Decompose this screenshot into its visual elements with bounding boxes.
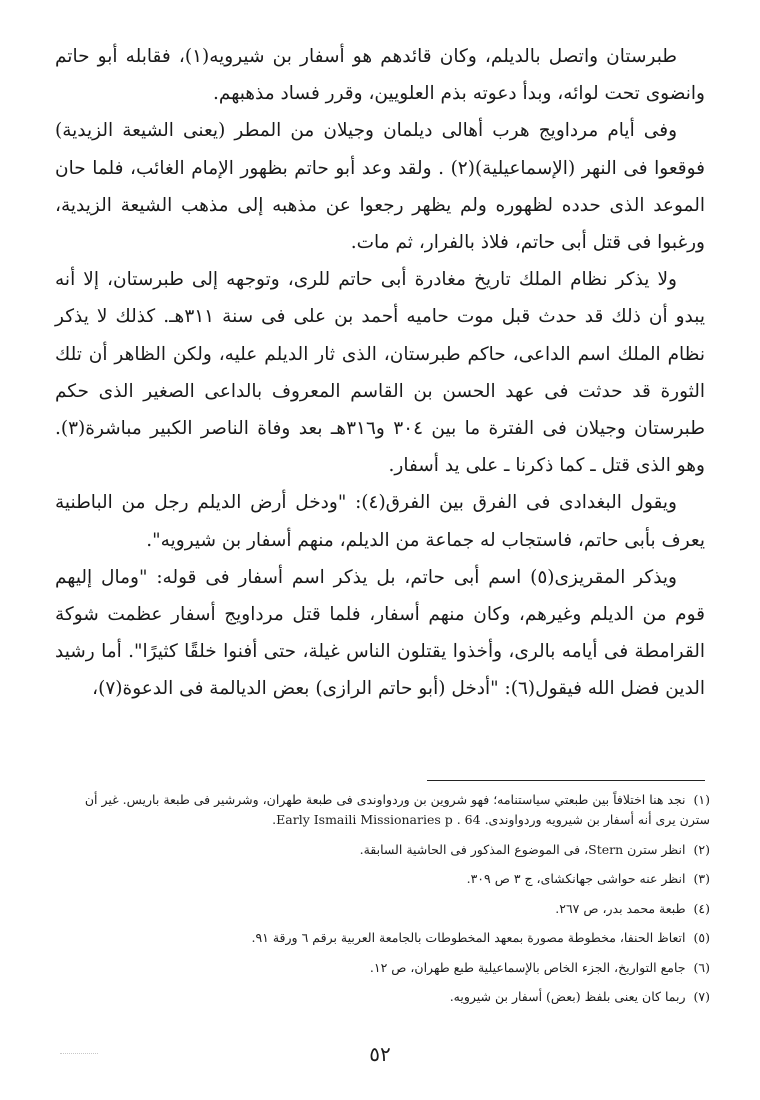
footnote [55, 790, 710, 830]
footnote-text: جامع التواريخ، الجزء الخاص بالإسماعيلية طبع طهران، ص ١٢. [369, 959, 686, 975]
footnote-number: (٢) [693, 841, 710, 857]
footnote-text: ربما كان يعنى بلفظ (بعض) أسفار بن شيرويه. [449, 989, 686, 1004]
footnote-text: انظر سترن Stern، فى الموضوع المذكور فى الحاشية السابقة. [359, 841, 686, 857]
paragraph: طبرستان واتصل بالديلم، وكان قائدهم هو أسفار بن شيرويه(١)، فقابله أبو حاتم وانضوى تحت لوائه، وبدأ دعوته بذم العلويين، وقرر فساد مذهبهم. [55, 46, 705, 105]
footnote-text: طبعة محمد بدر، ص ٢٦٧. [555, 900, 686, 916]
footnote [55, 840, 710, 860]
footnote-number: (٤) [693, 900, 710, 916]
page-number: ٥٢ [369, 1042, 391, 1066]
footnote [55, 928, 710, 948]
paragraph: وفى أيام مرداويج هرب أهالى ديلمان وجيلان من المطر (يعنى الشيعة الزيدية) فوقعوا فى النهر (الإسماعيلية)(٢) . ولقد وعد أبو حاتم بظهور الإمام الغائب، فلما حان الموعد الذى حدده لظهوره ولم يظهر رجعوا عن مذهبه إلى مذهب الشيعة الزيدية، ورغبوا فى قتل أبى حاتم، فلاذ بالفرار، ثم مات. [55, 120, 705, 254]
footnote-text: نجد هنا اختلافاً بين طبعتي سياستنامه؛ فهو شروين بن وردواوندى فى طبعة طهران، وشرشير فى طبعة باريس. غير أن سترن يرى أنه أسفار بن شيرويه وردواوندى. Early Ismaili Missionaries p . 64. [84, 792, 710, 827]
paragraph: ولا يذكر نظام الملك تاريخ مغادرة أبى حاتم للرى، وتوجهه إلى طبرستان، إلا أنه يبدو أن ذلك قد حدث قبل موت حاميه أحمد بن على فى سنة ٣١١هـ. كذلك لا يذكر نظام الملك اسم الداعى، حاكم طبرستان، الذى ثار الديلم عليه، ولكن الظاهر أن تلك الثورة قد حدثت فى عهد الحسن بن القاسم المعروف بالداعى الصغير الذى حكم طبرستان وجيلان فى الفترة ما بين ٣٠٤ و٣١٦هـ بعد وفاة الناصر الكبير مباشرة(٣). وهو الذى قتل ـ كما ذكرنا ـ على يد أسفار. [55, 269, 706, 477]
footnote-number: (٣) [693, 871, 710, 886]
footnote-number: (٧) [693, 989, 710, 1004]
footnote [55, 899, 710, 919]
paragraph: ويذكر المقريزى(٥) اسم أبى حاتم، بل يذكر اسم أسفار فى قوله: "ومال إليهم قوم من الديلم وغيرهم، وكان منهم أسفار، فلما قتل مرداويج أسفار عظمت شوكة القرامطة فى أيامه بالرى، وأخذوا يقتلون الناس غيلة، حتى أفنوا خلقًا كثيرًا". أما رشيد الدين فضل الله فيقول(٦): "أدخل (أبو حاتم الرازى) بعض الديالمة فى الدعوة(٧)، [55, 566, 705, 700]
footnote [55, 987, 710, 1007]
body-text [55, 38, 705, 708]
footnote [55, 958, 710, 978]
footnote-number: (٥) [693, 930, 710, 945]
footnote-text: اتعاظ الحنفا، مخطوطة مصورة بمعهد المخطوطات بالجامعة العربية برقم ٦ ورقة ٩١. [251, 930, 686, 945]
footnote-number: (٦) [693, 959, 710, 975]
scan-mark [60, 1053, 98, 1054]
footnote-number: (١) [693, 792, 710, 807]
footnote-separator [427, 780, 705, 781]
paragraph: ويقول البغدادى فى الفرق بين الفرق(٤): "ودخل أرض الديلم رجل من الباطنية يعرف بأبى حاتم، فاستجاب له جماعة من الديلم، منهم أسفار بن شيرويه". [55, 492, 705, 551]
footnotes [55, 790, 710, 1017]
footnote-text: انظر عنه حواشى جهانكشاى، ج ٣ ص ٣٠٩. [466, 871, 686, 886]
footnote [55, 869, 710, 889]
